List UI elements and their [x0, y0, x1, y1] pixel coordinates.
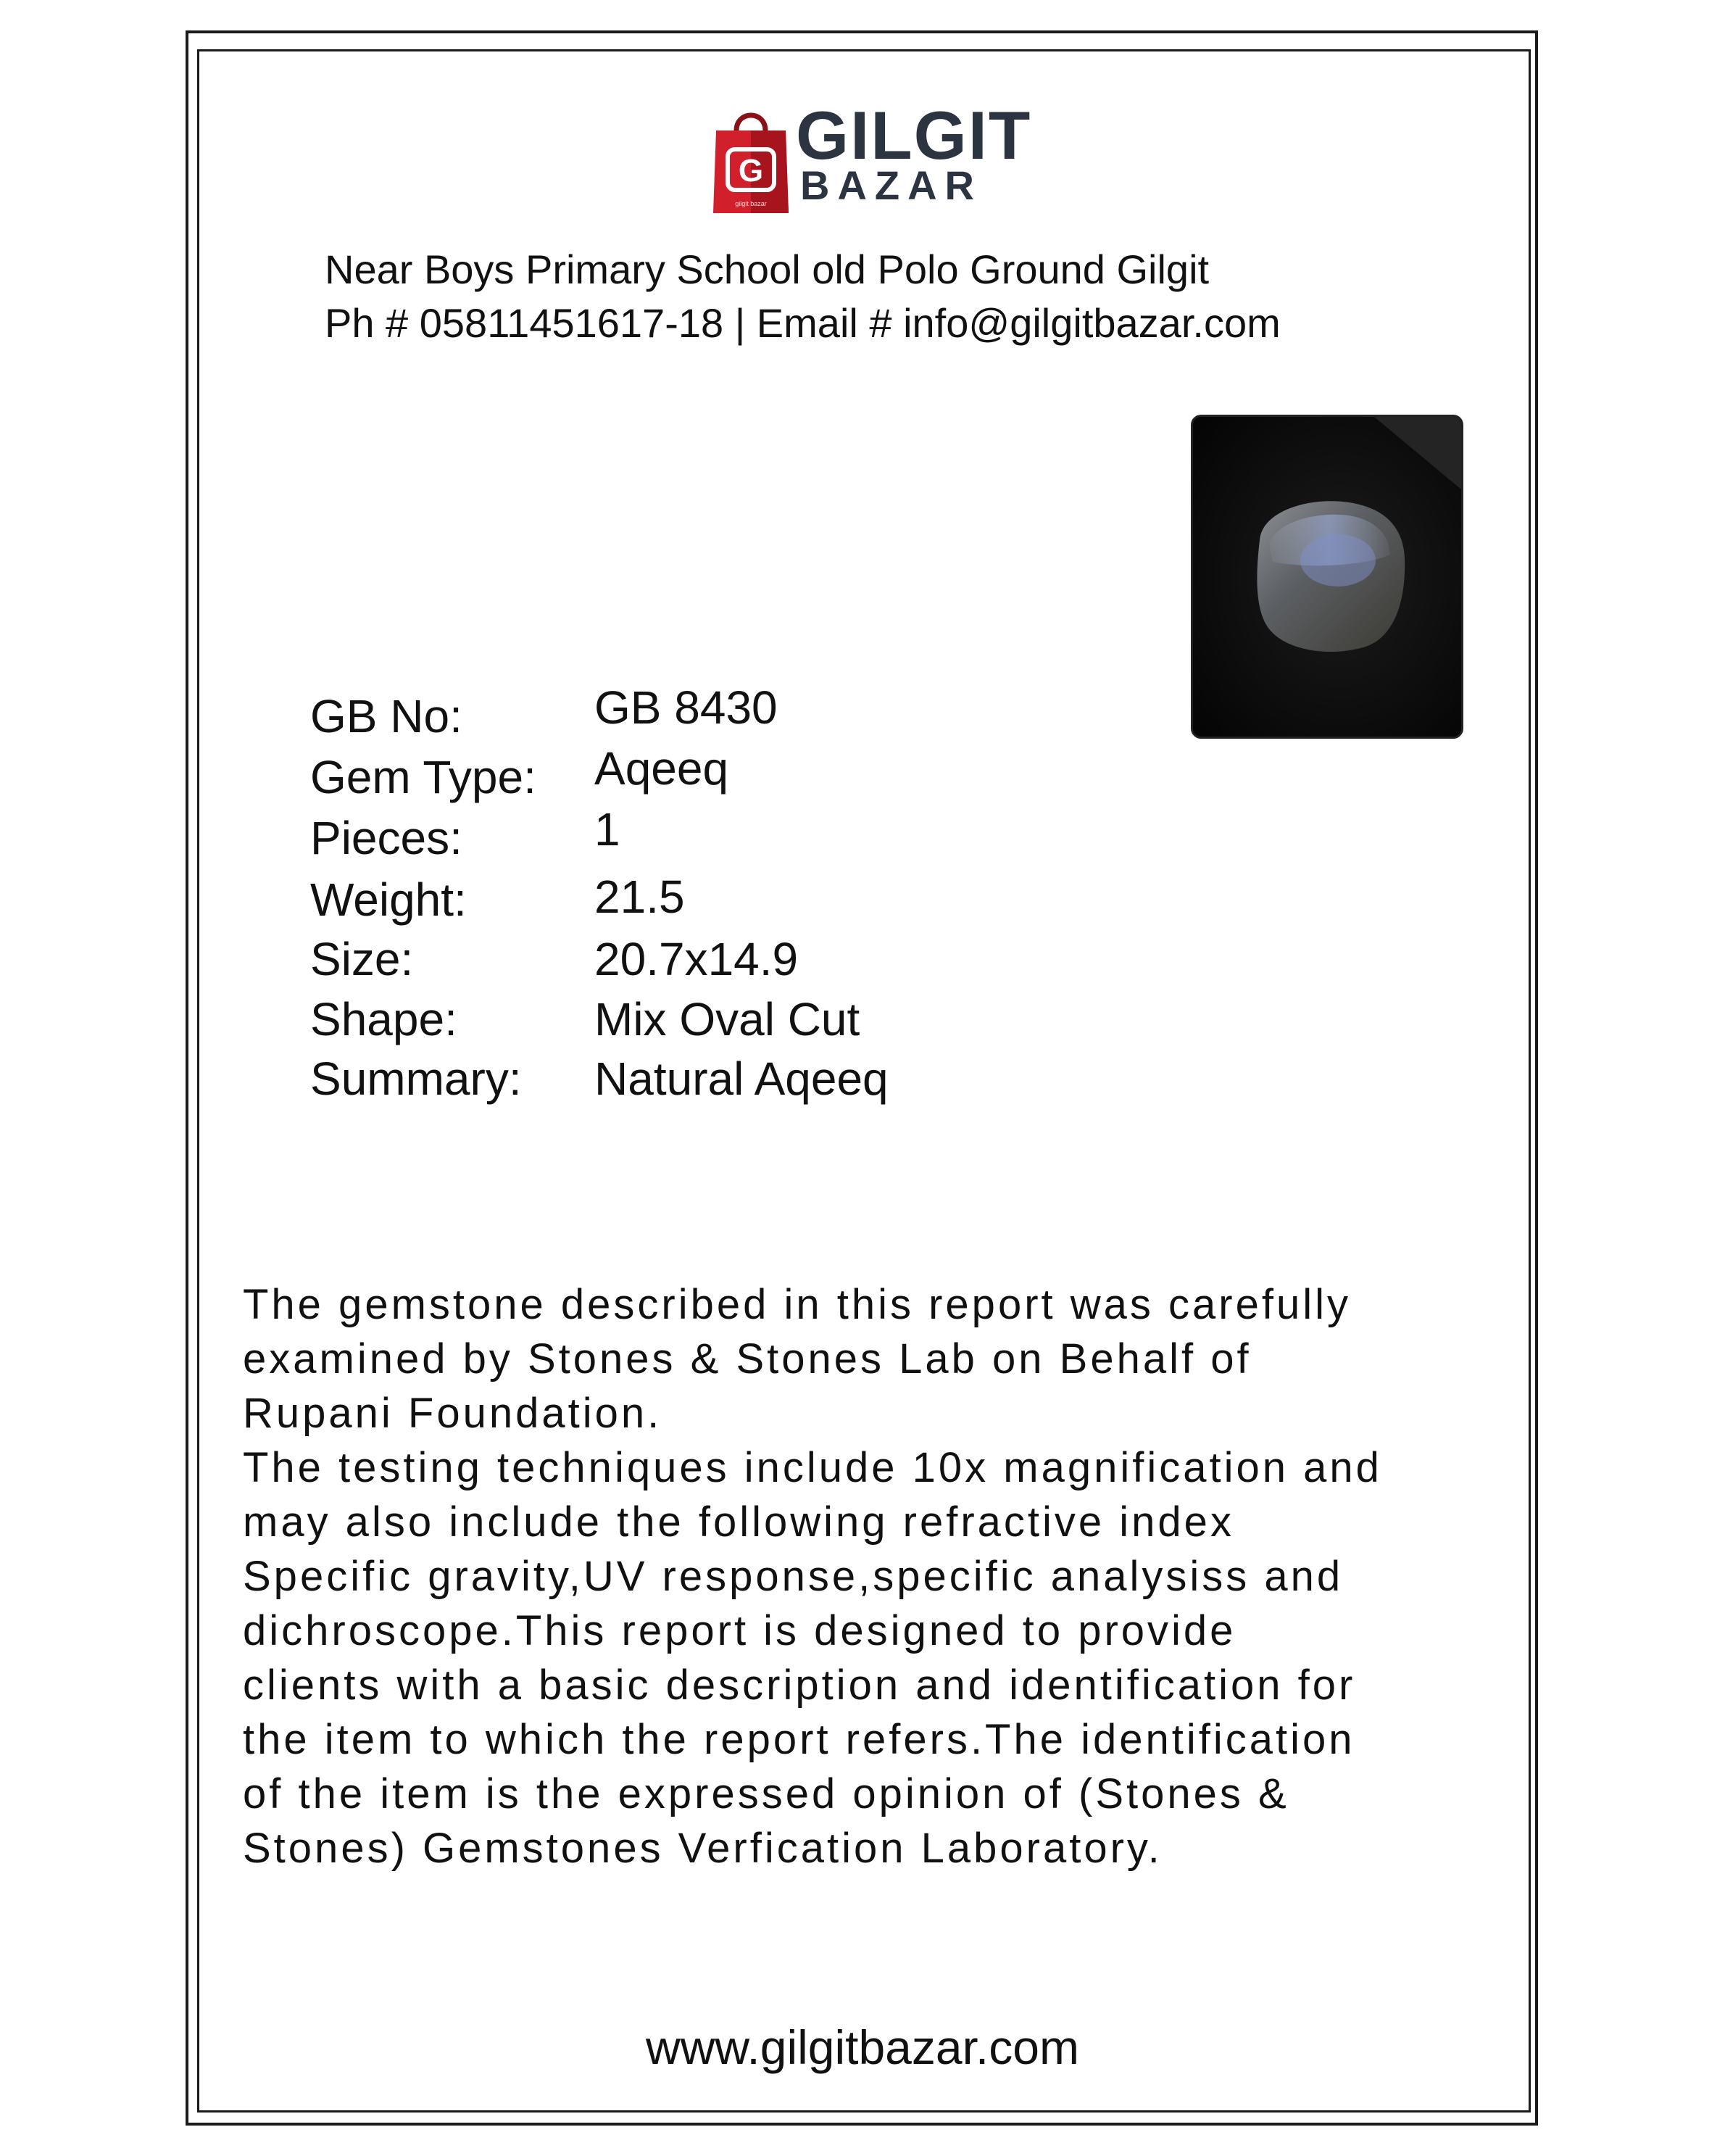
size-label: Size:: [310, 933, 414, 985]
gem-type-value: Aqeeq: [594, 742, 729, 795]
website-footer: www.gilgitbazar.com: [646, 2020, 1079, 2074]
brand-name-top: GILGIT: [796, 97, 1032, 173]
bag-caption: gilgit bazar: [735, 200, 767, 207]
description-line: The testing techniques include 10x magnification and: [243, 1444, 1382, 1491]
summary-value: Natural Aqeeq: [594, 1053, 889, 1105]
description-line: Stones) Gemstones Verfication Laboratory.: [243, 1825, 1163, 1872]
gemstone-photo: [1191, 415, 1463, 739]
description-line: dichroscope.This report is designed to provide: [243, 1607, 1236, 1654]
gb-no-value: GB 8430: [594, 681, 778, 734]
description-line: Rupani Foundation.: [243, 1390, 662, 1437]
address-line: Near Boys Primary School old Polo Ground Gilgit: [325, 246, 1210, 292]
weight-value: 21.5: [594, 871, 685, 923]
pieces-label: Pieces:: [310, 812, 462, 864]
description-line: clients with a basic description and identification for: [243, 1662, 1356, 1709]
size-value: 20.7x14.9: [594, 933, 799, 985]
bag-letter: G: [738, 153, 764, 188]
weight-label: Weight:: [310, 874, 467, 926]
contact-line: Ph # 05811451617-18 | Email # info@gilgitbazar.com: [325, 300, 1281, 346]
description-line: The gemstone described in this report was carefully: [243, 1281, 1351, 1328]
gb-no-label: GB No:: [310, 690, 462, 742]
gem-type-label: Gem Type:: [310, 751, 536, 803]
description-line: examined by Stones & Stones Lab on Behalf of: [243, 1335, 1252, 1382]
shopping-bag-icon: [710, 106, 791, 215]
report-description: [243, 1277, 1504, 1875]
gilgit-bazar-logo: [710, 97, 1036, 215]
pieces-value: 1: [594, 803, 620, 855]
description-line: the item to which the report refers.The identification: [243, 1716, 1355, 1763]
description-line: Specific gravity,UV response,specific analysiss and: [243, 1553, 1344, 1600]
brand-name-bottom: BAZAR: [800, 162, 982, 208]
description-line: may also include the following refractive index: [243, 1498, 1234, 1546]
aqeeq-stone-illustration: [1193, 417, 1461, 737]
shape-label: Shape:: [310, 993, 457, 1045]
shape-value: Mix Oval Cut: [594, 993, 860, 1045]
summary-label: Summary:: [310, 1053, 522, 1105]
description-line: of the item is the expressed opinion of (Stones &: [243, 1770, 1289, 1817]
